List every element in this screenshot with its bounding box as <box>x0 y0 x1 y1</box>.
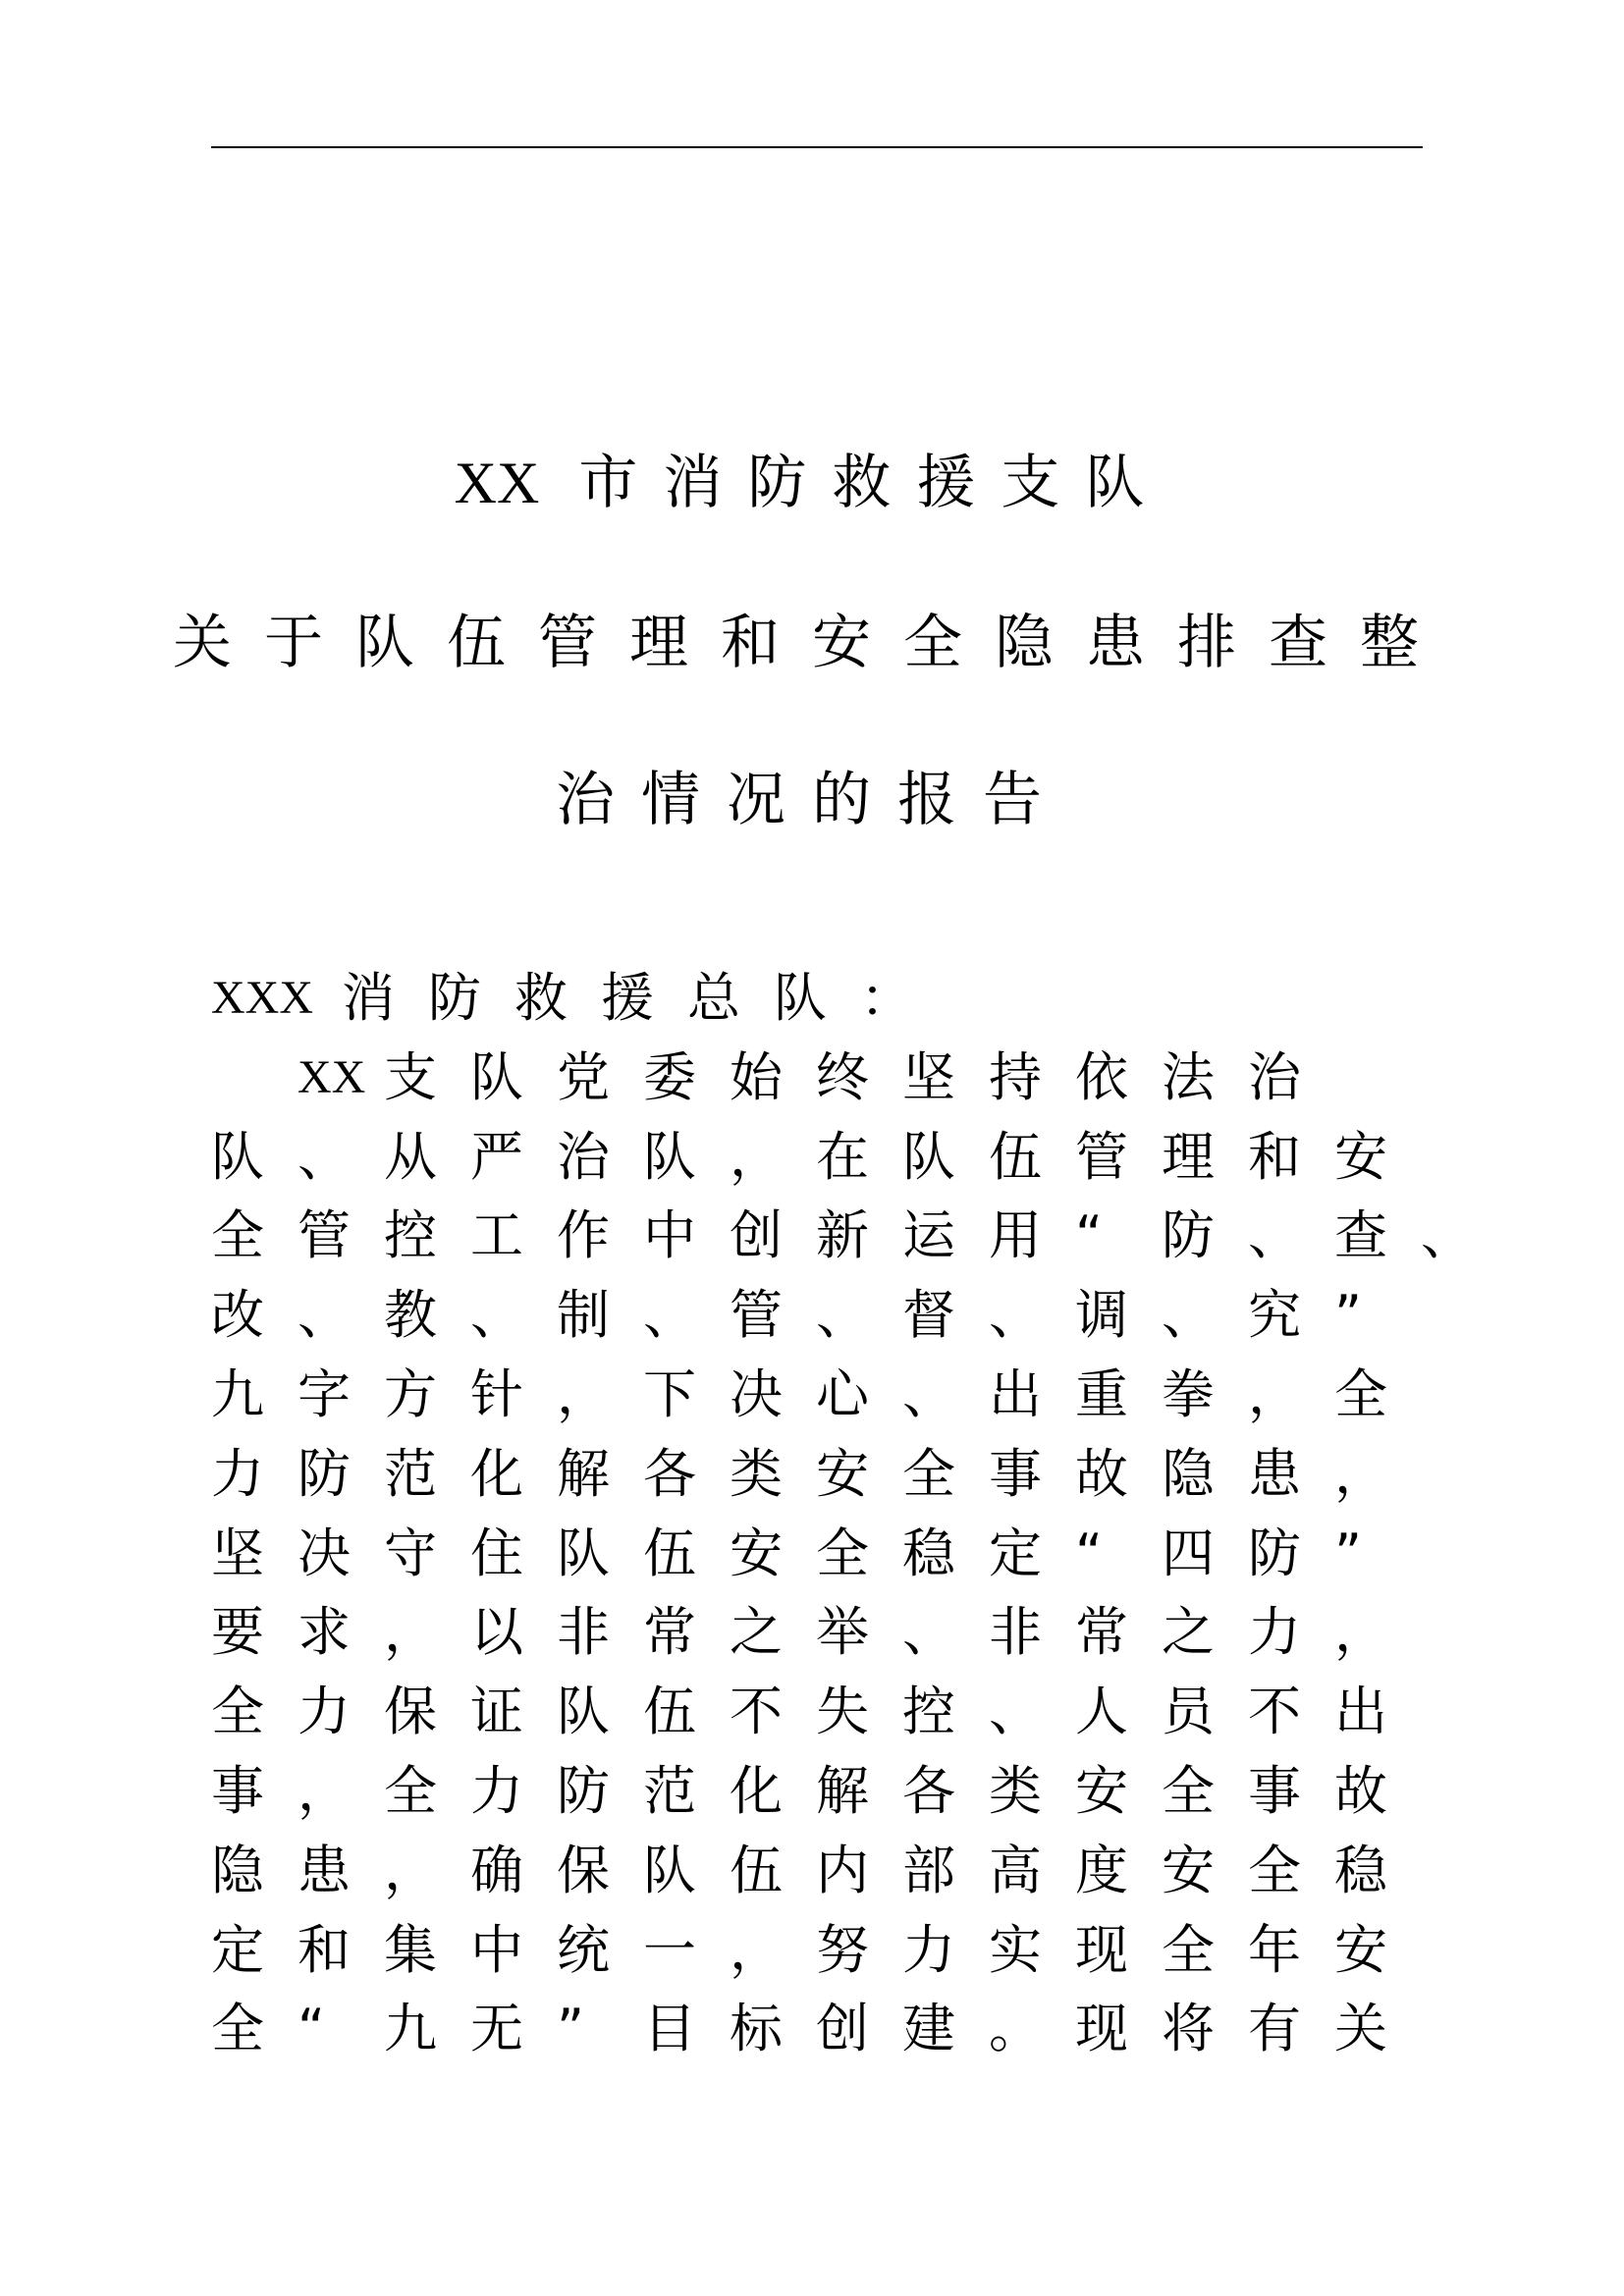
text-cell: 党 <box>557 1045 610 1108</box>
text-cell: 建 <box>902 1998 955 2060</box>
text-cell: 非 <box>557 1601 610 1664</box>
text-cell: 故 <box>1334 1759 1387 1822</box>
text-cell: 保 <box>557 1839 610 1901</box>
text-cell: 字 <box>298 1362 351 1425</box>
text-cell: 求 <box>298 1601 351 1664</box>
text-cell: 各 <box>643 1442 696 1505</box>
text-cell: 非 <box>989 1601 1042 1664</box>
text-cell: 不 <box>1248 1681 1301 1743</box>
text-cell: 住 <box>470 1522 523 1584</box>
text-cell: 安 <box>816 1442 869 1505</box>
text-cell: 九 <box>384 1998 437 2060</box>
text-cell: 隐 <box>1162 1442 1215 1505</box>
text-cell: 全 <box>211 1998 264 2060</box>
text-cell: 事 <box>989 1442 1042 1505</box>
title-line-3: 治情况的报告 <box>556 766 1068 834</box>
text-cell: 范 <box>384 1442 437 1505</box>
text-cell: 化 <box>730 1759 783 1822</box>
text-cell: 人 <box>1075 1681 1128 1743</box>
salutation <box>211 959 1507 1039</box>
body-line <box>211 1832 1507 1911</box>
text-cell: 终 <box>816 1045 869 1108</box>
text-cell: 决 <box>298 1522 351 1584</box>
text-cell: 定 <box>989 1522 1042 1584</box>
body-line <box>211 1435 1507 1515</box>
text-cell: 力 <box>470 1759 523 1822</box>
text-cell: 九 <box>211 1362 264 1425</box>
body-line <box>211 1356 1507 1435</box>
body-line <box>211 1673 1507 1752</box>
text-cell: 和 <box>298 1918 351 1981</box>
text-cell: 作 <box>557 1204 610 1267</box>
text-cell: 工 <box>470 1204 523 1267</box>
text-cell: “ <box>298 1998 325 2060</box>
text-cell: 集 <box>384 1918 437 1981</box>
text-cell: 。 <box>989 1998 1042 2060</box>
text-cell: 各 <box>902 1759 955 1822</box>
text-cell: 防 <box>1248 1522 1301 1584</box>
title-city-prefix: XX <box>454 451 540 515</box>
text-cell: 举 <box>816 1601 869 1664</box>
text-cell: 安 <box>1334 1125 1387 1188</box>
text-cell: 中 <box>470 1918 523 1981</box>
text-cell: 委 <box>643 1045 696 1108</box>
text-cell: 治 <box>557 1125 610 1188</box>
text-cell: 标 <box>730 1998 783 2060</box>
text-cell: 和 <box>1248 1125 1301 1188</box>
text-cell: 有 <box>1248 1998 1301 2060</box>
text-cell: 类 <box>730 1442 783 1505</box>
text-cell: 从 <box>384 1125 437 1188</box>
body-line <box>211 1752 1507 1832</box>
text-cell: 伍 <box>643 1522 696 1584</box>
text-cell: 力 <box>1248 1601 1301 1664</box>
text-cell: 力 <box>298 1681 351 1743</box>
text-cell: 伍 <box>643 1681 696 1743</box>
text-cell: 管 <box>730 1284 783 1347</box>
text-cell: XX <box>298 1050 366 1103</box>
text-cell: 中 <box>643 1204 696 1267</box>
text-cell: 管 <box>1075 1125 1128 1188</box>
title-line-2: 关于队伍管理和安全隐患排查整 <box>173 609 1451 677</box>
text-cell: 防 <box>1162 1204 1215 1267</box>
text-cell: 队 <box>643 1839 696 1901</box>
text-cell: 在 <box>816 1125 869 1188</box>
text-cell: 伍 <box>730 1839 783 1901</box>
text-cell: 心 <box>816 1362 869 1425</box>
header-rule <box>211 146 1423 148</box>
text-cell: 队 <box>643 1125 696 1188</box>
text-cell: 方 <box>384 1362 437 1425</box>
text-cell: 、 <box>902 1362 955 1425</box>
text-cell: 年 <box>1248 1918 1301 1981</box>
text-cell: 努 <box>816 1918 869 1981</box>
text-cell: 总 <box>687 967 740 1029</box>
body-line <box>211 1515 1507 1594</box>
text-cell: 消 <box>342 967 395 1029</box>
text-cell: 创 <box>816 1998 869 2060</box>
body-line <box>211 1593 1507 1673</box>
text-cell: 用 <box>989 1204 1042 1267</box>
text-cell: 患 <box>1248 1442 1301 1505</box>
text-cell: ， <box>1334 1601 1387 1664</box>
text-cell: 督 <box>902 1284 955 1347</box>
text-cell: 类 <box>989 1759 1042 1822</box>
text-cell: 理 <box>1162 1125 1215 1188</box>
text-cell: 之 <box>1162 1601 1215 1664</box>
body-line <box>211 1276 1507 1356</box>
text-cell: 关 <box>1334 1998 1387 2060</box>
text-cell: 控 <box>902 1681 955 1743</box>
text-cell: 队 <box>902 1125 955 1188</box>
text-cell: 治 <box>1248 1045 1301 1108</box>
text-cell: 之 <box>730 1601 783 1664</box>
text-cell: 、 <box>470 1284 523 1347</box>
text-cell: 拳 <box>1162 1362 1215 1425</box>
text-cell: 队 <box>557 1522 610 1584</box>
text-cell: 、 <box>298 1284 351 1347</box>
body-line <box>211 1197 1507 1276</box>
text-cell: 稳 <box>902 1522 955 1584</box>
text-cell: ” <box>1334 1284 1362 1347</box>
text-cell: 持 <box>989 1045 1042 1108</box>
text-cell: 决 <box>730 1362 783 1425</box>
text-cell: 全 <box>1334 1362 1387 1425</box>
text-cell: 究 <box>1248 1284 1301 1347</box>
text-cell: 事 <box>1248 1759 1301 1822</box>
text-cell: 现 <box>1075 1918 1128 1981</box>
text-cell: 、 <box>816 1284 869 1347</box>
text-cell: 改 <box>211 1284 264 1347</box>
text-cell: 不 <box>730 1681 783 1743</box>
text-cell: 事 <box>211 1759 264 1822</box>
text-cell: ， <box>1248 1362 1301 1425</box>
body-line <box>211 1118 1507 1198</box>
salutation-prefix: XXX <box>211 972 313 1024</box>
text-cell: 法 <box>1162 1045 1215 1108</box>
text-cell: 常 <box>643 1601 696 1664</box>
text-cell: 解 <box>816 1759 869 1822</box>
title-line-1 <box>0 444 1624 522</box>
text-cell: 教 <box>384 1284 437 1347</box>
text-cell: 安 <box>1162 1839 1215 1901</box>
text-cell: 管 <box>298 1204 351 1267</box>
text-cell: 全 <box>384 1759 437 1822</box>
text-cell: 严 <box>470 1125 523 1188</box>
body-paragraph <box>211 1039 1507 2069</box>
text-cell: 运 <box>902 1204 955 1267</box>
text-cell: ， <box>730 1125 783 1188</box>
text-cell: ， <box>557 1362 610 1425</box>
text-cell: 安 <box>730 1522 783 1584</box>
text-cell: “ <box>1075 1204 1103 1267</box>
text-cell: 控 <box>384 1204 437 1267</box>
text-cell: 解 <box>557 1442 610 1505</box>
text-cell: 员 <box>1162 1681 1215 1743</box>
text-cell: 支 <box>384 1045 437 1108</box>
text-cell: 高 <box>989 1839 1042 1901</box>
text-cell: 度 <box>1075 1839 1128 1901</box>
text-cell: ” <box>1334 1522 1362 1584</box>
text-cell: 稳 <box>1334 1839 1387 1901</box>
text-cell: ， <box>298 1759 351 1822</box>
text-cell: 伍 <box>989 1125 1042 1188</box>
document-body <box>211 959 1507 2069</box>
text-cell: 、 <box>643 1284 696 1347</box>
text-cell: 始 <box>730 1045 783 1108</box>
text-cell: 依 <box>1075 1045 1128 1108</box>
text-cell: 确 <box>470 1839 523 1901</box>
text-cell: 下 <box>643 1362 696 1425</box>
text-cell: “ <box>1075 1522 1103 1584</box>
text-cell: 患 <box>298 1839 351 1901</box>
text-cell: 、 <box>989 1681 1042 1743</box>
title-line-1-text: 市消防救援支队 <box>578 449 1170 517</box>
text-cell: 隐 <box>211 1839 264 1901</box>
text-cell: 全 <box>211 1681 264 1743</box>
text-cell: 队 <box>470 1045 523 1108</box>
text-cell: 范 <box>643 1759 696 1822</box>
text-cell: 针 <box>470 1362 523 1425</box>
text-cell: 力 <box>902 1918 955 1981</box>
text-cell: 全 <box>1248 1839 1301 1901</box>
body-line <box>211 1990 1507 2069</box>
text-cell: 出 <box>1334 1681 1387 1743</box>
text-cell: 定 <box>211 1918 264 1981</box>
text-cell: 全 <box>816 1522 869 1584</box>
text-cell: 、 <box>902 1601 955 1664</box>
text-cell: ， <box>1334 1442 1387 1505</box>
salutation-text <box>342 967 947 1029</box>
text-cell: 证 <box>470 1681 523 1743</box>
text-cell: 化 <box>470 1442 523 1505</box>
text-cell: 、 <box>298 1125 351 1188</box>
text-cell: 创 <box>730 1204 783 1267</box>
text-cell: 队 <box>774 967 827 1029</box>
text-cell: 故 <box>1075 1442 1128 1505</box>
text-cell: 要 <box>211 1601 264 1664</box>
text-cell: 全 <box>902 1442 955 1505</box>
text-cell: 制 <box>557 1284 610 1347</box>
text-cell: 坚 <box>902 1045 955 1108</box>
text-cell: 实 <box>989 1918 1042 1981</box>
text-cell: 救 <box>514 967 568 1029</box>
text-cell: 一 <box>643 1918 696 1981</box>
text-cell: 安 <box>1334 1918 1387 1981</box>
text-cell: 坚 <box>211 1522 264 1584</box>
text-cell: 安 <box>1075 1759 1128 1822</box>
text-cell: 、 <box>1162 1284 1215 1347</box>
text-cell: 全 <box>1162 1918 1215 1981</box>
text-cell: 重 <box>1075 1362 1128 1425</box>
text-cell: 守 <box>384 1522 437 1584</box>
text-cell: ， <box>384 1839 437 1901</box>
text-cell: 将 <box>1162 1998 1215 2060</box>
text-cell: 无 <box>470 1998 523 2060</box>
text-cell: 防 <box>428 967 481 1029</box>
text-cell: 防 <box>298 1442 351 1505</box>
text-cell: 以 <box>470 1601 523 1664</box>
body-line <box>211 1911 1507 1991</box>
text-cell: 新 <box>816 1204 869 1267</box>
text-cell: 防 <box>557 1759 610 1822</box>
text-cell: ， <box>730 1918 783 1981</box>
text-cell: 部 <box>902 1839 955 1901</box>
text-cell: 现 <box>1075 1998 1128 2060</box>
text-cell: 统 <box>557 1918 610 1981</box>
text-cell: 常 <box>1075 1601 1128 1664</box>
text-cell: 全 <box>211 1204 264 1267</box>
text-cell: 、 <box>1248 1204 1301 1267</box>
text-cell: 调 <box>1075 1284 1128 1347</box>
text-cell: 全 <box>1162 1759 1215 1822</box>
text-cell: ， <box>384 1601 437 1664</box>
text-cell: 查 <box>1334 1204 1387 1267</box>
text-cell: 援 <box>601 967 654 1029</box>
text-cell: 四 <box>1162 1522 1215 1584</box>
text-cell: 、 <box>1421 1204 1474 1267</box>
text-cell: 保 <box>384 1681 437 1743</box>
text-cell: 出 <box>989 1362 1042 1425</box>
text-cell: ” <box>557 1998 584 2060</box>
text-cell: 、 <box>989 1284 1042 1347</box>
text-cell: 目 <box>643 1998 696 2060</box>
text-cell: 失 <box>816 1681 869 1743</box>
text-cell: 队 <box>557 1681 610 1743</box>
text-cell: ： <box>860 967 913 1029</box>
body-line <box>211 1039 1507 1118</box>
text-cell: 力 <box>211 1442 264 1505</box>
text-cell: 内 <box>816 1839 869 1901</box>
text-cell: 队 <box>211 1125 264 1188</box>
